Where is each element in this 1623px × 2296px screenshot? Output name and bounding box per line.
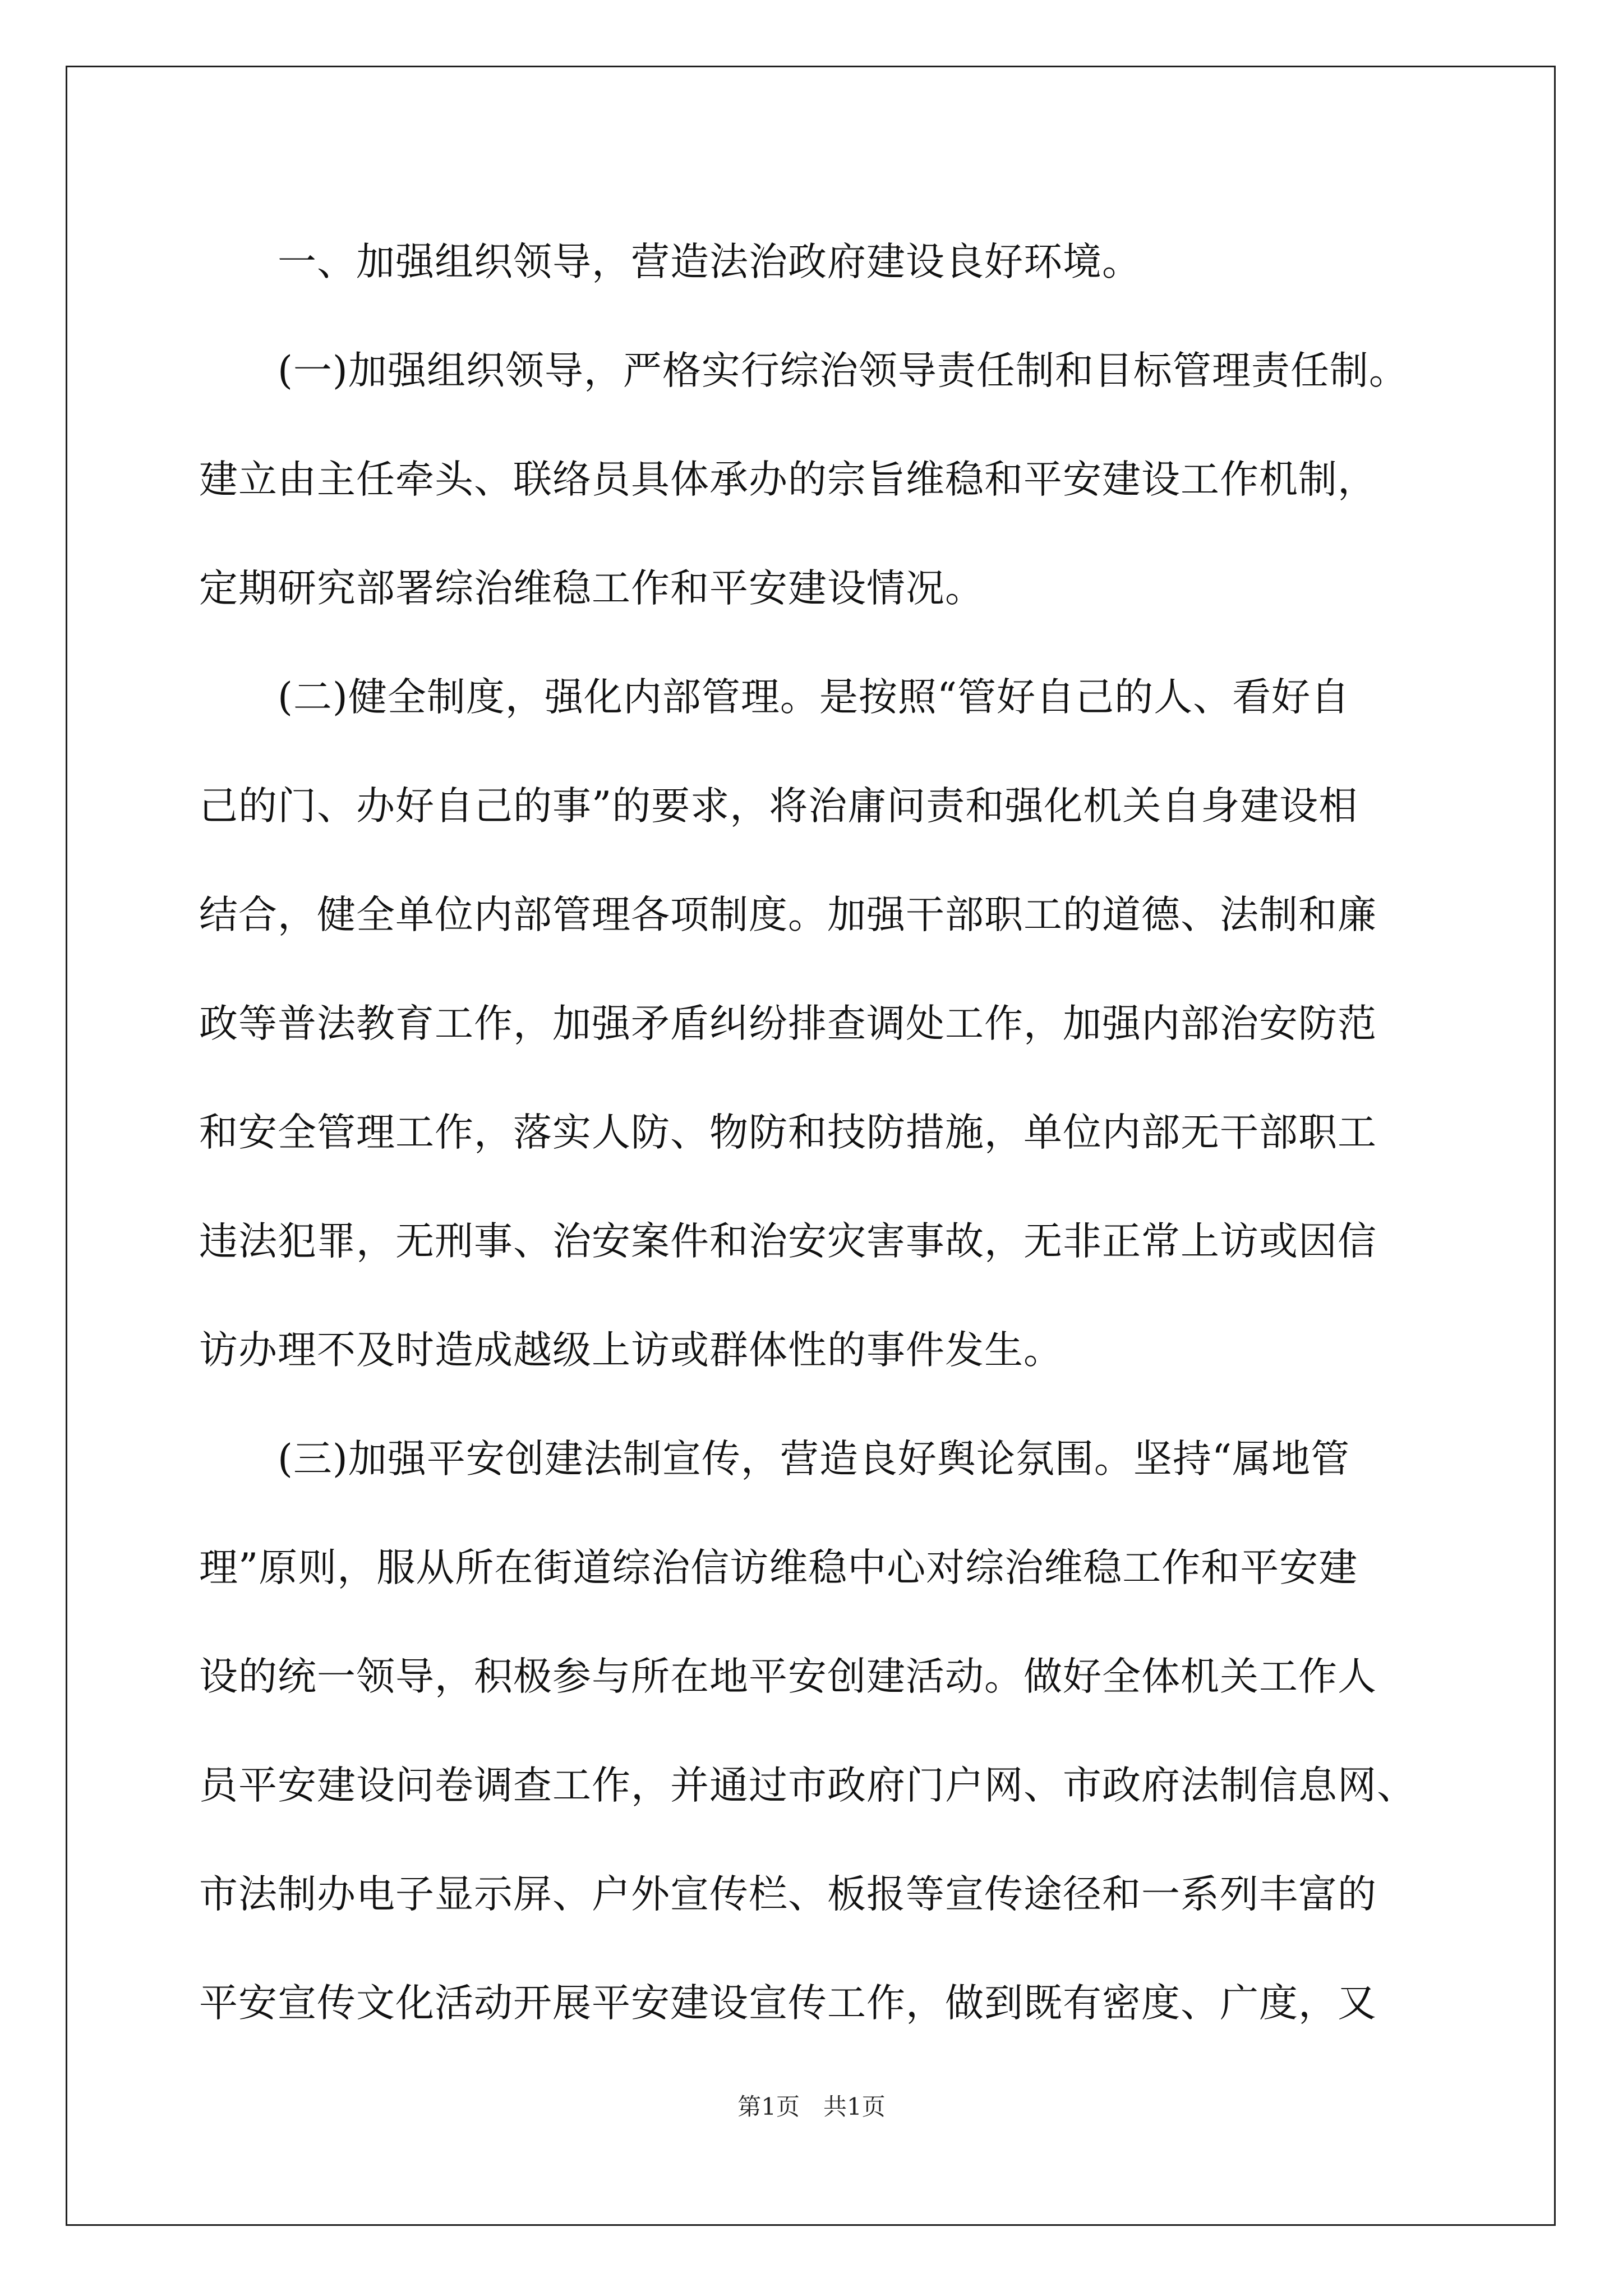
paragraph-line: 己的门、办好自己的事”的要求，将治庸问责和强化机关自身建设相 [199, 784, 1358, 829]
document-body [199, 208, 1450, 2058]
paragraph-line: 设的统一领导，积极参与所在地平安创建活动。做好全体机关工作人 [199, 1654, 1377, 1699]
paragraph-line: 一、加强组织领导，营造法治政府建设良好环境。 [278, 240, 1141, 284]
paragraph-one [199, 316, 1450, 643]
page-footer [0, 2091, 1623, 2123]
paragraph-line: 建立由主任牵头、联络员具体承办的宗旨维稳和平安建设工作机制， [199, 457, 1377, 502]
paragraph-two [199, 643, 1450, 1405]
paragraph-line: 访办理不及时造成越级上访或群体性的事件发生。 [199, 1328, 1063, 1373]
paragraph-line: 和安全管理工作，落实人防、物防和技防措施，单位内部无干部职工 [199, 1110, 1377, 1155]
paragraph-line: (二)健全制度，强化内部管理。是按照“管好自己的人、看好自 [278, 675, 1350, 720]
paragraph-line: 政等普法教育工作，加强矛盾纠纷排查调处工作，加强内部治安防范 [199, 1001, 1377, 1046]
paragraph-line: 平安宣传文化活动开展平安建设宣传工作，做到既有密度、广度，又 [199, 1981, 1377, 2026]
paragraph-line: 市法制办电子显示屏、户外宣传栏、板报等宣传途径和一系列丰富的 [199, 1872, 1377, 1917]
paragraph-line: 理”原则，服从所在街道综治信访维稳中心对综治维稳工作和平安建 [199, 1545, 1358, 1590]
page-number-label: 第1页 共1页 [737, 2093, 886, 2120]
paragraph-line: 结合，健全单位内部管理各项制度。加强干部职工的道德、法制和廉 [199, 892, 1377, 937]
paragraph-line: 定期研究部署综治维稳工作和平安建设情况。 [199, 566, 984, 611]
paragraph-three [199, 1405, 1450, 2058]
paragraph-line: (一)加强组织领导，严格实行综治领导责任制和目标管理责任制。 [278, 348, 1408, 393]
paragraph-line: 违法犯罪，无刑事、治安案件和治安灾害事故，无非正常上访或因信 [199, 1219, 1377, 1264]
paragraph-line: 员平安建设问卷调查工作，并通过市政府门户网、市政府法制信息网、 [199, 1763, 1416, 1808]
paragraph-heading [199, 208, 1450, 316]
paragraph-line: (三)加强平安创建法制宣传，营造良好舆论氛围。坚持“属地管 [278, 1437, 1350, 1481]
